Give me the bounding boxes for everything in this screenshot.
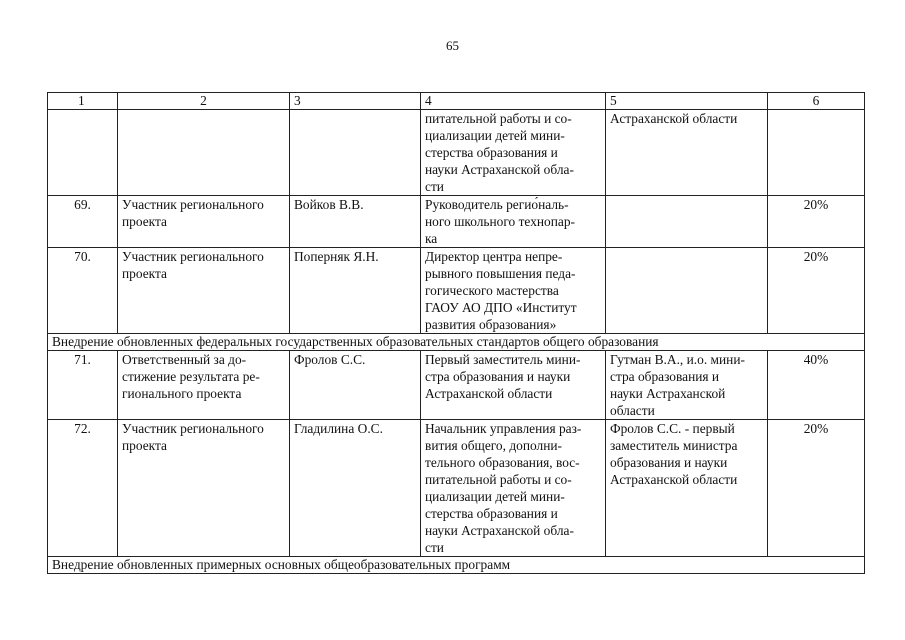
- section-row: [48, 334, 865, 351]
- cell-supervisor: Фролов С.С. - первый заместитель министра образования и науки Астраханской области: [606, 420, 768, 557]
- cell-role: [118, 110, 290, 196]
- page-number: 65: [446, 38, 459, 53]
- table-header-row: [48, 93, 865, 110]
- cell-role: Участник регионального проекта: [118, 420, 290, 557]
- table-row: [48, 420, 865, 557]
- header-col-3: 3: [290, 93, 421, 110]
- cell-num: 70.: [48, 248, 118, 334]
- table-row-continuation: [48, 110, 865, 196]
- table-row: [48, 196, 865, 248]
- cell-num: 72.: [48, 420, 118, 557]
- cell-position: Руководитель регио́наль- ного школьного технопар- ка: [421, 196, 606, 248]
- cell-supervisor: [606, 110, 768, 196]
- cell-share: 20%: [768, 196, 865, 248]
- cell-name: [290, 110, 421, 196]
- cell-share: [768, 110, 865, 196]
- rows-group-a: [48, 196, 865, 334]
- cell-name: Гладилина О.С.: [290, 420, 421, 557]
- cell-name: Войков В.В.: [290, 196, 421, 248]
- header-col-2: 2: [118, 93, 290, 110]
- cell-name: Поперняк Я.Н.: [290, 248, 421, 334]
- header-col-6: 6: [768, 93, 865, 110]
- cell-position: Первый заместитель мини- стра образования и науки Астраханской области: [421, 351, 606, 420]
- cell-role: Ответственный за до- стижение результата ре- гионального проекта: [118, 351, 290, 420]
- cell-num: 69.: [48, 196, 118, 248]
- cell-supervisor: [606, 196, 768, 248]
- cell-role: Участник регионального проекта: [118, 196, 290, 248]
- position-text: питательной работы и со- циализации детей мини- стерства образования и науки Астраханской обла- сти: [425, 111, 574, 194]
- cell-name: Фролов С.С.: [290, 351, 421, 420]
- cell-position: [421, 110, 606, 196]
- table-row: [48, 351, 865, 420]
- header-col-4: 4: [421, 93, 606, 110]
- section-title: Внедрение обновленных федеральных государственных образовательных стандартов общего образования: [48, 334, 865, 351]
- cell-share: 20%: [768, 248, 865, 334]
- rows-group-b: [48, 351, 865, 557]
- cell-role: Участник регионального проекта: [118, 248, 290, 334]
- cell-supervisor: [606, 248, 768, 334]
- cell-position: Директор центра непре- рывного повышения педа- гогического мастерства ГАОУ АО ДПО «Институт развития образования»: [421, 248, 606, 334]
- cell-supervisor: Гутман В.А., и.о. мини- стра образования и науки Астраханской области: [606, 351, 768, 420]
- cell-share: 20%: [768, 420, 865, 557]
- responsibility-table: [47, 92, 865, 574]
- cell-num: [48, 110, 118, 196]
- header-col-1: 1: [48, 93, 118, 110]
- cell-position: Начальник управления раз- вития общего, дополни- тельного образования, вос- питательной работы и со- циализации детей мини- стерства образования и науки Астраханской обла- сти: [421, 420, 606, 557]
- section-title: Внедрение обновленных примерных основных общеобразовательных программ: [48, 557, 865, 574]
- cell-num: 71.: [48, 351, 118, 420]
- section-row: [48, 557, 865, 574]
- cell-share: 40%: [768, 351, 865, 420]
- supervisor-text: Астраханской области: [610, 111, 738, 126]
- header-col-5: 5: [606, 93, 768, 110]
- table-row: [48, 248, 865, 334]
